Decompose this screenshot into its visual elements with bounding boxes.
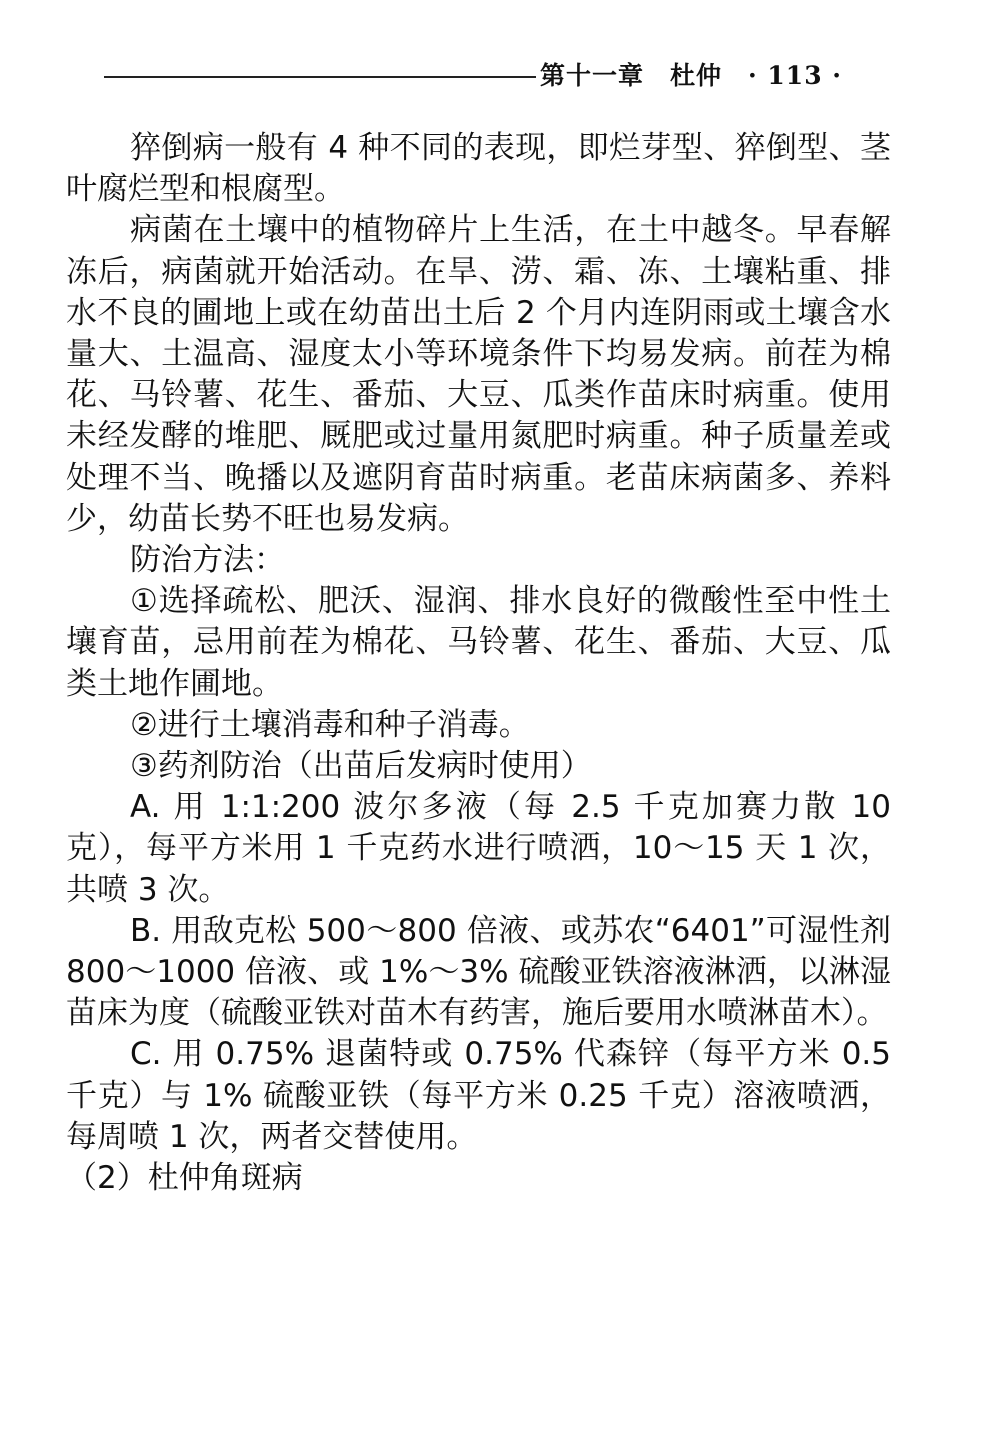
paragraph-pathogen: 病菌在土壤中的植物碎片上生活，在土中越冬。早春解冻后，病菌就开始活动。在旱、涝、霜、冻、土壤粘重、排水不良的圃地上或在幼苗出土后 2 个月内连阴雨或土壤含水量大、土温高、湿度太小等环境条件下均易发病。前茬为棉花、马铃薯、花生、番茄、大豆、瓜类作苗床时病重。使用未经发酵的堆肥、厩肥或过量用氮肥时病重。种子质量差或处理不当、晚播以及遮阴育苗时病重。老苗床病菌多、养料少，幼苗长势不旺也易发病。 [66, 212, 891, 537]
paragraph-item-c: C. 用 0.75% 退菌特或 0.75% 代森锌（每平方米 0.5 千克）与 1% 硫酸亚铁（每平方米 0.25 千克）溶液喷洒，每周喷 1 次，两者交替使用。 [66, 1036, 891, 1155]
paragraph-method-1: ①选择疏松、肥沃、湿润、排水良好的微酸性至中性土壤育苗，忌用前茬为棉花、马铃薯、花生、番茄、大豆、瓜类土地作圃地。 [66, 583, 891, 702]
page-header [104, 52, 864, 96]
chapter-header: 第十一章 杜仲 · 113 · [540, 61, 843, 90]
paragraph-method-2: ②进行土壤消毒和种子消毒。 [130, 706, 530, 743]
paragraph-symptoms: 猝倒病一般有 4 种不同的表现，即烂芽型、猝倒型、茎叶腐烂型和根腐型。 [66, 130, 891, 208]
paragraph-item-b: B. 用敌克松 500～800 倍液、或苏农“6401”可湿性剂 800～1000 倍液、或 1%～3% 硫酸亚铁溶液淋洒，以淋湿苗床为度（硫酸亚铁对苗木有药害，施后要用水喷淋苗木）。 [66, 912, 891, 1032]
paragraph-control-methods: 防治方法： [130, 542, 285, 579]
paragraph-item-a: A. 用 1:1:200 波尔多液（每 2.5 千克加赛力散 10 克），每平方米用 1 千克药水进行喷洒，10～15 天 1 次，共喷 3 次。 [66, 789, 891, 908]
paragraph-method-3: ③药剂防治（出苗后发病时使用） [130, 748, 592, 785]
subheading-leaf-spot: （2）杜仲角斑病 [66, 1160, 303, 1197]
header-rule [104, 76, 536, 78]
page-body [66, 128, 891, 1199]
